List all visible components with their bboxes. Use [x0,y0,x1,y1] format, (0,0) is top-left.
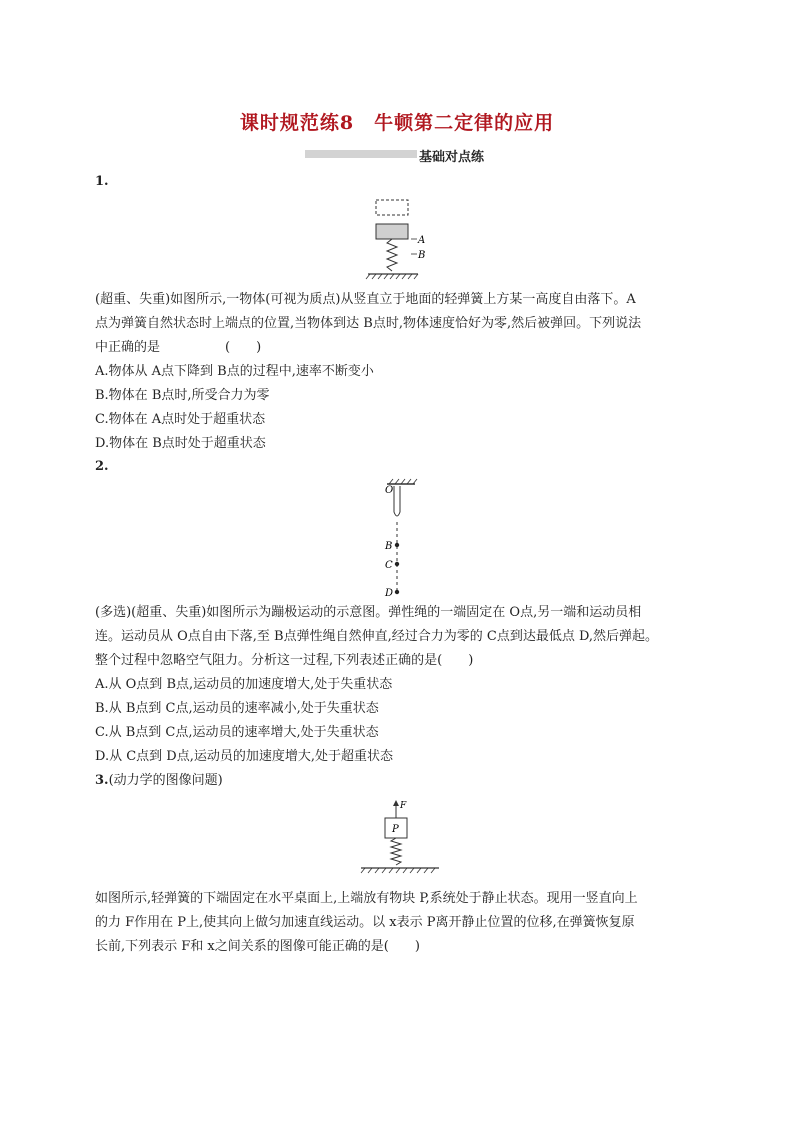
q1-option-c: C.物体在 A点时处于超重状态 [95,412,266,427]
q2-point-d [395,590,399,594]
q2-point-c [395,562,399,566]
q2-stem-line-2: 连。运动员从 O点自由下落,至 B点弹性绳自然伸直,经过合力为零的 C点到达最低点 D,然后弹起。 [95,629,659,644]
q3-spring [391,838,401,865]
q2-option-a: A.从 O点到 B点,运动员的加速度增大,处于失重状态 [95,677,393,692]
q2-option-c: C.从 B点到 C点,运动员的速率增大,处于失重状态 [95,725,379,740]
q3-label-p: P [392,824,399,835]
q1-label-b: B [418,250,426,261]
q2-stem-line-1: (多选)(超重、失重)如图所示为蹦极运动的示意图。弹性绳的一端固定在 O点,另一端和运动员相 [95,605,642,620]
q1-spring [387,239,397,271]
q3-stem-line-3: 长前,下列表示 F和 x之间关系的图像可能正确的是( ) [95,939,420,954]
q1-stem-line-2: 点为弹簧自然状态时上端点的位置,当物体到达 B点时,物体速度恰好为零,然后被弹回。下列说法 [95,316,642,331]
q1-stem-line-3: 中正确的是 ( ) [95,340,262,355]
q3-stem-line-2: 的力 F作用在 P上,使其向上做匀加速直线运动。以 x表示 P离开静止位置的位移,在弹簧恢复原 [95,915,635,930]
q1-label-a: A [418,235,426,246]
q3-figure-spring-block-force [355,798,445,880]
question-3-tag: (动力学的图像问题) [108,773,223,788]
question-3-header [95,772,223,790]
page-title: 课时规范练8 牛顿第二定律的应用 [239,112,555,134]
q1-figure-spring-block [360,196,440,282]
section-bar [305,150,417,158]
q2-label-o: O [385,485,394,496]
q2-label-c: C [385,560,393,571]
question-2-number: 2. [95,459,109,474]
q2-option-b: B.从 B点到 C点,运动员的速率减小,处于失重状态 [95,701,379,716]
q1-stem-line-1: (超重、失重)如图所示,一物体(可视为质点)从竖直立于地面的轻弹簧上方某一高度自由落下。A [95,292,636,307]
q2-label-b: B [385,541,393,552]
q2-figure-bungee [375,478,435,602]
q3-label-f: F [400,801,407,811]
q1-dashed-block [376,200,408,215]
q2-cord [394,486,400,516]
q3-table-hatch [361,868,435,873]
q1-block [376,224,408,239]
q2-point-b [395,543,399,547]
q2-ceiling-hatch [389,479,417,484]
q1-option-a: A.物体从 A点下降到 B点的过程中,速率不断变小 [95,364,374,379]
q2-stem-line-3: 整个过程中忽略空气阻力。分析这一过程,下列表述正确的是( ) [95,653,474,668]
section-label: 基础对点练 [419,150,485,165]
q1-option-d: D.物体在 B点时处于超重状态 [95,436,266,451]
q1-option-b: B.物体在 B点时,所受合力为零 [95,388,270,403]
q2-label-d: D [385,588,394,599]
q2-option-d: D.从 C点到 D点,运动员的加速度增大,处于超重状态 [95,749,393,764]
q1-ground-hatch [366,274,418,279]
question-1-number: 1. [95,174,109,189]
question-3-number: 3. [95,773,109,788]
q3-stem-line-1: 如图所示,轻弹簧的下端固定在水平桌面上,上端放有物块 P,系统处于静止状态。现用一竖直向上 [95,891,638,906]
